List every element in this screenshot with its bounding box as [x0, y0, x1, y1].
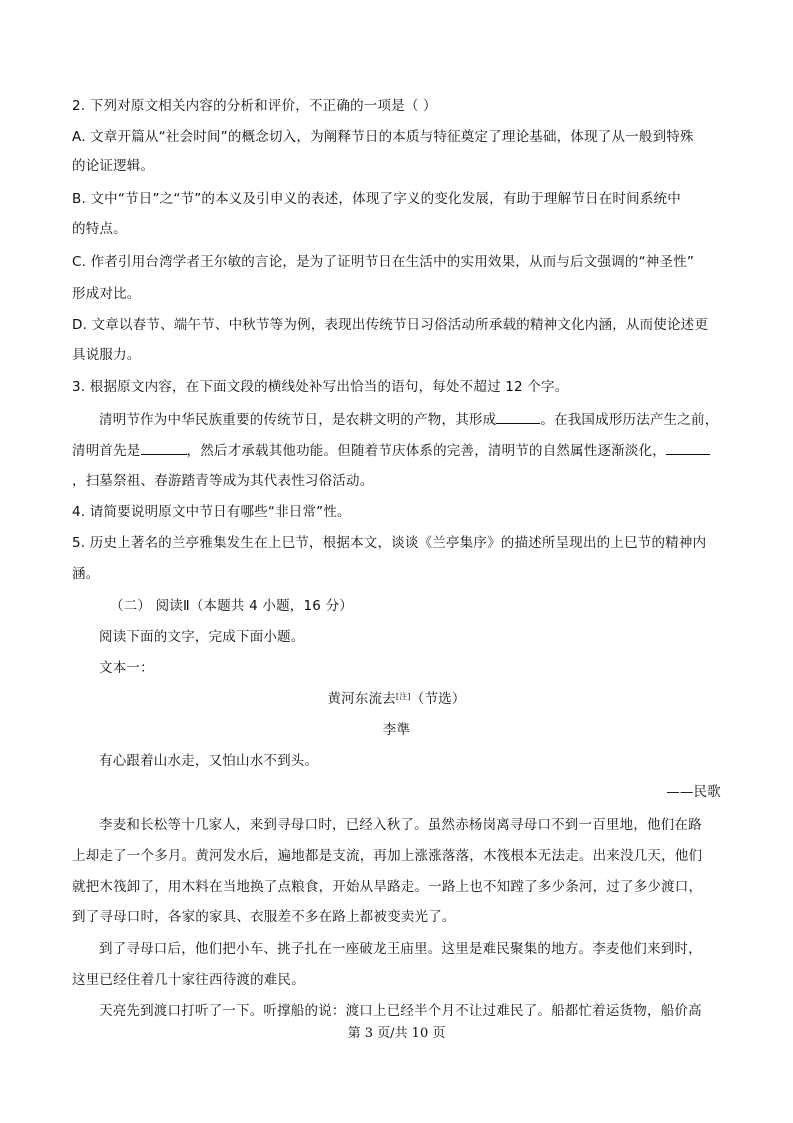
q3-passage-text: ，然后才承载其他功能。但随着节庆体系的完善，清明节的自然属性逐渐淡化，: [186, 443, 666, 459]
q5-stem-line2: 涵。: [72, 566, 100, 582]
story-paragraph-2-line2: 这里已经住着几十家往西待渡的难民。: [72, 972, 305, 988]
q2-option-b-line2: 的特点。: [72, 221, 127, 237]
q2-option-a-line2: 的论证逻辑。: [72, 158, 155, 174]
page-number-footer: 第 3 页/共 10 页: [347, 1026, 446, 1041]
q3-passage-text: 清明节作为中华民族重要的传统节日，是农耕文明的产物，其形成: [99, 412, 497, 428]
story-title-suffix: （节选）: [410, 691, 466, 707]
epigraph: 有心跟着山水走，又怕山水不到头。: [99, 753, 319, 769]
q5-stem-line1: 5. 历史上著名的兰亭雅集发生在上巳节，根据本文，谈谈《兰亭集序》的描述所呈现出的上巳节的精神内: [72, 535, 707, 551]
q3-passage-text: 。在我国成形历法产生之前，: [540, 412, 719, 428]
q2-option-b-line1: B. 文中“节日”之“节”的本义及引申义的表述，体现了字义的变化发展，有助于理解节日在时间系统中: [72, 191, 681, 207]
story-author: 李準: [382, 722, 411, 738]
q2-option-d-line2: 具说服力。: [72, 347, 141, 363]
story-title-text: 黄河东流去: [327, 691, 396, 707]
answer-blank-3[interactable]: [666, 440, 710, 455]
q3-passage-line2: [72, 440, 710, 461]
q3-passage-line3: ，扫墓祭祖、春游踏青等成为其代表性习俗活动。: [72, 473, 374, 489]
story-paragraph-1-line2: 上却走了一个多月。黄河发水后，遍地都是支流，再加上涨涨落落，木筏根本无法走。出来没几天，他们: [72, 848, 703, 864]
q3-passage-text: 清明首先是: [72, 443, 141, 459]
story-paragraph-1-line3: 就把木筏卸了，用木料在当地换了点粮食，开始从旱路走。一路上也不知蹚了多少条河，过了多少渡口，: [72, 879, 703, 895]
answer-blank-2[interactable]: [141, 440, 187, 455]
story-paragraph-3-line1: 天亮先到渡口打听了一下。听撑船的说：渡口上已经半个月不让过难民了。船都忙着运货物，船价高: [99, 1003, 702, 1019]
epigraph-source: ——民歌: [666, 784, 721, 800]
q2-stem: 2. 下列对原文相关内容的分析和评价，不正确的一项是（ ）: [72, 98, 437, 114]
q2-option-c-line1: C. 作者引用台湾学者王尔敏的言论，是为了证明节日在生活中的实用效果，从而与后文强调的“神圣性”: [72, 254, 695, 270]
q4-stem: 4. 请简要说明原文中节日有哪些“非日常”性。: [72, 504, 351, 520]
story-title: [0, 689, 793, 709]
q2-option-d-line1: D. 文章以春节、端午节、中秋节等为例，表现出传统节日习俗活动所承载的精神文化内涵，从而使论述更: [72, 317, 709, 333]
story-paragraph-1-line1: 李麦和长松等十几家人，来到寻母口时，已经入秋了。虽然赤杨岗离寻母口不到一百里地，他们在路: [99, 817, 702, 833]
text-label: 文本一：: [99, 660, 154, 676]
section-heading: （二） 阅读Ⅱ（本题共 4 小题，16 分）: [110, 598, 353, 614]
answer-blank-1[interactable]: [496, 409, 540, 424]
story-paragraph-1-line4: 到了寻母口时，各家的家具、衣服差不多在路上都被变卖光了。: [72, 909, 456, 925]
section-instruction: 阅读下面的文字，完成下面小题。: [99, 629, 305, 645]
footnote-marker[interactable]: [注]: [395, 692, 411, 701]
q3-stem: 3. 根据原文内容，在下面文段的横线处补写出恰当的语句，每处不超过 12 个字。: [72, 379, 569, 395]
q2-option-c-line2: 形成对比。: [72, 286, 141, 302]
q2-option-a-line1: A. 文章开篇从“社会时间”的概念切入，为阐释节日的本质与特征奠定了理论基础，体现了从一般到特殊: [72, 129, 694, 145]
story-paragraph-2-line1: 到了寻母口后，他们把小车、挑子扎在一座破龙王庙里。这里是难民聚集的地方。李麦他们来到时，: [99, 941, 702, 957]
q3-passage-line1: [99, 409, 718, 430]
